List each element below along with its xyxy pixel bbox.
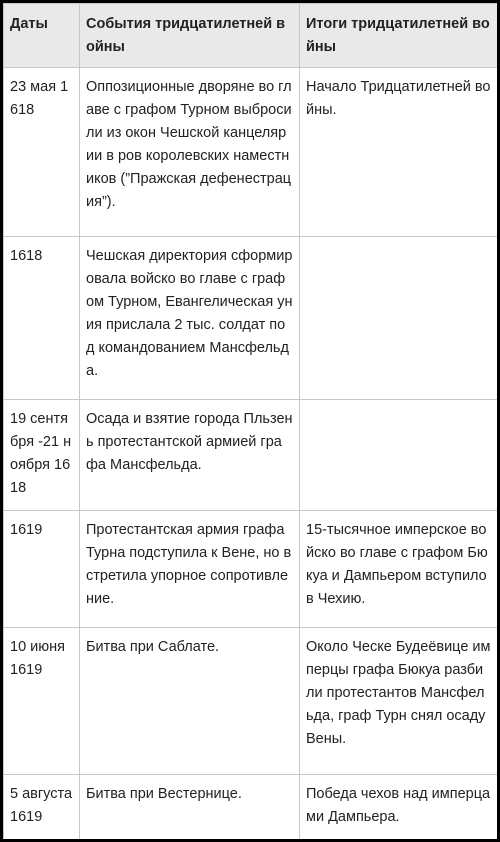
table-row bbox=[4, 400, 498, 511]
cell-date: 5 августа 1619 bbox=[4, 775, 80, 840]
table-row bbox=[4, 775, 498, 840]
table-header-row bbox=[4, 4, 498, 68]
cell-event: Битва при Саблате. bbox=[80, 628, 300, 775]
header-events: События тридцатилетней войны bbox=[80, 4, 300, 68]
cell-event: Осада и взятие города Пльзень протестантской армией графа Мансфельда. bbox=[80, 400, 300, 511]
cell-date: 1618 bbox=[4, 237, 80, 400]
cell-result: Около Ческе Будеёвице имперцы графа Бюкуа разбили протестантов Мансфельда, граф Турн снял осаду Вены. bbox=[300, 628, 498, 775]
cell-date: 23 мая 1618 bbox=[4, 68, 80, 237]
table-row bbox=[4, 511, 498, 628]
table-row bbox=[4, 68, 498, 237]
header-dates: Даты bbox=[4, 4, 80, 68]
cell-result bbox=[300, 237, 498, 400]
cell-event: Битва при Вестернице. bbox=[80, 775, 300, 840]
cell-result: Победа чехов над имперцами Дампьера. bbox=[300, 775, 498, 840]
table-row bbox=[4, 628, 498, 775]
header-results: Итоги тридцатилетней войны bbox=[300, 4, 498, 68]
cell-result: 15-тысячное имперское войско во главе с графом Бюкуа и Дампьером вступило в Чехию. bbox=[300, 511, 498, 628]
document-frame bbox=[3, 3, 497, 839]
table-row bbox=[4, 237, 498, 400]
cell-result: Начало Тридцатилетней войны. bbox=[300, 68, 498, 237]
cell-date: 10 июня 1619 bbox=[4, 628, 80, 775]
cell-date: 19 сентября -21 ноября 1618 bbox=[4, 400, 80, 511]
cell-event: Оппозиционные дворяне во главе с графом Турном выбросили из окон Чешской канцелярии в ров королевских наместников (”Пражская дефенестрация”). bbox=[80, 68, 300, 237]
cell-date: 1619 bbox=[4, 511, 80, 628]
cell-event: Протестантская армия графа Турна подступила к Вене, но встретила упорное сопротивление. bbox=[80, 511, 300, 628]
thirty-years-war-table bbox=[3, 3, 497, 839]
cell-result bbox=[300, 400, 498, 511]
cell-event: Чешская директория сформировала войско во главе с графом Турном, Евангелическая уния прислала 2 тыс. солдат под командованием Мансфельда. bbox=[80, 237, 300, 400]
